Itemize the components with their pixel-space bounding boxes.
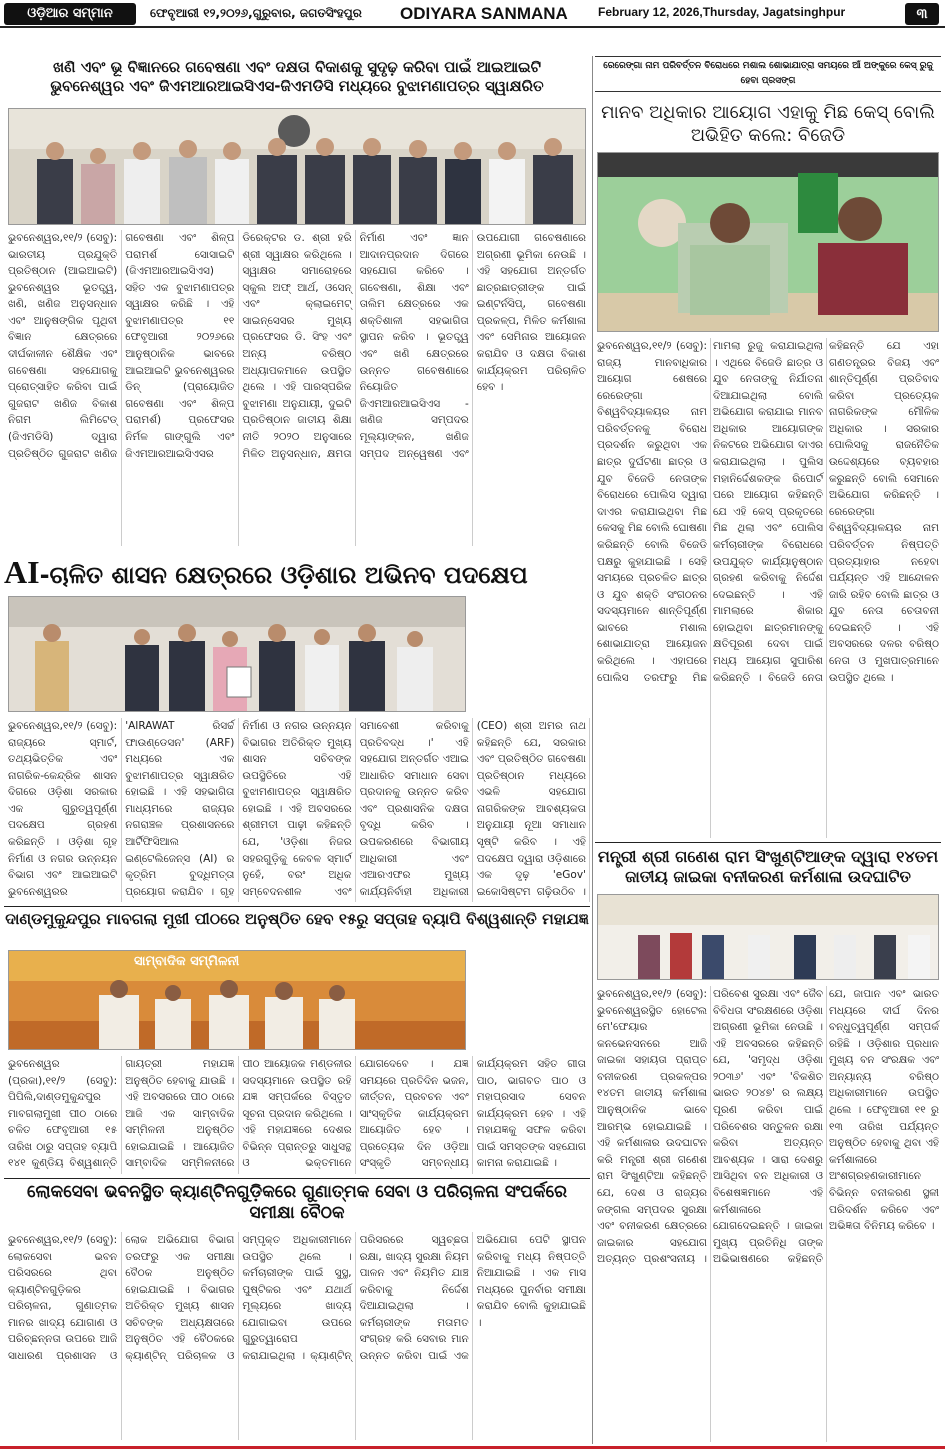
kicker-bjd: ରେରେଙ୍ଗା ନାମ ପରିବର୍ତ୍ତନ ବିରୋଧରେ ମଶାଲ ଶୋଭାଯାତ୍ରା ସମୟରେ ଆଁ ଅଙ୍କୁରେ କେସ୍ ରୁଜୁ ହେବା ପ୍ରସଙ୍ଗ — [595, 56, 941, 92]
date-english: February 12, 2026,Thursday, Jagatsinghpur — [598, 5, 846, 19]
paper-name: ODIYARA SANMANA — [400, 4, 568, 23]
headline-iit-1: ଖଣି ଏବଂ ଭୂ ବିଜ୍ଞାନରେ ଗବେଷଣା ଏବଂ ଦକ୍ଷତା ବିକାଶକୁ ସୁଦୃଢ଼ କରିବା ପାଇଁ ଆଇଆଇଟି — [52, 58, 542, 76]
headline-yagna: ଦାଣ୍ଡମୁକୁନ୍ଦପୁର ମାବଗଲା ମୁଖୀ ପୀଠରେ ଅନୁଷ୍ଠିତ ହେବ ୧୫ରୁ ସପ୍ତାହ ବ୍ୟାପି ବିଶ୍ୱଶାନ୍ତି ମହାଯଜ୍ଞ — [4, 906, 590, 929]
headline-canteen: ଲୋକସେବା ଭବନସ୍ଥିତ କ୍ୟାଣ୍ଟିନଗୁଡ଼ିକରେ ଗୁଣାତ୍ମକ ସେବା ଓ ପରିଚାଳନା ସଂପର୍କରେ ସମୀକ୍ଷା ବୈଠକ — [4, 1178, 590, 1225]
article-canteen — [4, 1178, 590, 1446]
photo-iit-signing — [8, 108, 586, 225]
body-iit: ଭୁବନେଶ୍ୱର,୧୧/୨ (ସେବୁ): ଭାରତୀୟ ପ୍ରଯୁକ୍ତି ପ୍ରତିଷ୍ଠାନ (ଆଇଆଇଟି) ଭୁବନେଶ୍ୱର ଭୂତତ୍ତ୍ୱ, ଖଣି, ଖଣିଜ ଅନୁସନ୍ଧାନ ଏବଂ ଆନୁଷଙ୍ଗିକ ପୃଥିବୀ ବିଜ୍ଞାନ କ୍ଷେତ୍ରରେ ଦୀର୍ଘକାଳୀନ ଶୈକ୍ଷିକ ଏବଂ ଗବେଷଣା ସହଯୋଗକୁ ପ୍ରୋତ୍ସାହିତ କରିବା ପାଇଁ ଗୁଜରାଟ ଖଣିଜ ବିକାଶ ନିଗମ ଲିମିଟେଡ୍ (ଜିଏମଡିସି) ଦ୍ୱାରା ପ୍ରତିଷ୍ଠିତ ଗୁଜରାଟ ଖଣିଜ ଗବେଷଣା ଏବଂ ଶିଳ୍ପ ପରାମର୍ଶ ସୋସାଇଟି (ଜିଏମଆରଆଇସିଏସ) ସହିତ ଏକ ବୁଝାମଣାପତ୍ର ସ୍ୱାକ୍ଷର କରିଛି । ଏହି ବୁଝାମଣାପତ୍ର ୧୧ ଫେବୃଆରୀ ୨୦୨୬ରେ ଆନୁଷ୍ଠାନିକ ଭାବରେ ଆଇଆଇଟି ଭୁବନେଶ୍ୱରର ଡିନ୍ (ପ୍ରାୟୋଜିତ ଗବେଷଣା ଏବଂ ଶିଳ୍ପ ପରାମର୍ଶ) ପ୍ରଫେସର ନିର୍ମଳ ଗାଙ୍ଗୁଲି ଏବଂ ଜିଏମଆରଆଇସିଏସର ଡିରେକ୍ଟର ଡ. ଶ୍ରୀ ହରି ଶ୍ରୀ ସ୍ୱାକ୍ଷର କରିଥିଲେ । ସ୍ୱାକ୍ଷର ସମାରୋହରେ ସ୍କୁଲ ଅଫ୍ ଆର୍ଥ, ଓସେନ୍ ଏବଂ କ୍ଲାଇମେଟ୍ ସାଇନ୍ସେସର ମୁଖ୍ୟ ପ୍ରଫେସର ଡି. ସିଂହ ଏବଂ ଅନ୍ୟ ବରିଷ୍ଠ ଅଧ୍ୟାପକମାନେ ଉପସ୍ଥିତ ଥିଲେ । ଏହି ପାରସ୍ପରିକ ବୁଝାମଣା ଅନୁଯାୟୀ, ଦୁଇଟି ପ୍ରତିଷ୍ଠାନ ଜାତୀୟ ଶିକ୍ଷା ନୀତି ୨୦୨୦ ଅନୁସାରେ ମିଳିତ ଅନୁସନ୍ଧାନ, କ୍ଷମତା ନିର୍ମାଣ ଏବଂ ଜ୍ଞାନ ଆଦାନପ୍ରଦାନ ଦିଗରେ ସହଯୋଗ କରିବେ । ଗବେଷଣା, ଶିକ୍ଷା ଏବଂ ତାଲିମ କ୍ଷେତ୍ରରେ ଏକ ଶକ୍ତିଶାଳୀ ସହଭାଗିତା ସ୍ଥାପନ କରିବ । ଭୂତତ୍ତ୍ୱ ଏବଂ ଖଣି କ୍ଷେତ୍ରରେ ଉନ୍ନତ ଗବେଷଣାରେ ନିୟୋଜିତ ଜିଏମଆରଆଇସିଏସ - ଖଣିଜ ସମ୍ପଦର ମୂଲ୍ୟାଙ୍କନ, ଖଣିଜ ସମ୍ପଦ ଅନ୍ୱେଷଣ ଏବଂ ଉପଯୋଗୀ ଗବେଷଣାରେ ଅଗ୍ରଣୀ ଭୂମିକା ନେଉଛି । ଏହି ସହଯୋଗ ଅନ୍ତର୍ଗତ ଛାତ୍ରଛାତ୍ରୀଙ୍କ ପାଇଁ ଇଣ୍ଟର୍ନସିପ୍, ଗବେଷଣା ପ୍ରକଳ୍ପ, ମିଳିତ କର୍ମଶାଳା ଏବଂ ସେମିନାର ଆୟୋଜନ କରାଯିବ ଓ ଦକ୍ଷତା ବିକାଶ କାର୍ଯ୍ୟକ୍ରମ ପରିଚାଳିତ ହେବ । — [8, 232, 586, 460]
headline-jica: ମନ୍ତ୍ରୀ ଶ୍ରୀ ଗଣେଶ ରାମ ସିଂଖୁଣ୍ଟିଆଙ୍କ ଦ୍ୱାରା ୧୪ତମ ଜାତୀୟ ଜାଇକା ବନୀକରଣ କର୍ମଶାଳା ଉଦଘାଟିତ — [597, 847, 939, 886]
headline-ai-latin: AI — [4, 554, 40, 590]
article-yagna — [4, 906, 590, 1176]
body-bjd: ଭୁବନେଶ୍ୱର,୧୧/୨ (ସେବୁ): ରାଜ୍ୟ ମାନବାଧିକାର ଆୟୋଗ ଶେଷରେ ରେରେଙ୍ଗା ବିଶ୍ୱବିଦ୍ୟାଳୟର ନାମ ପରିବର୍ତ୍ତନକୁ ବିରୋଧ ପ୍ରଦର୍ଶନ କରୁଥିବା ଏକ ଛାତ୍ର ଦୁର୍ଘଟଣା ଛାତ୍ର ଓ ଯୁବ ବିଜେଡି ନେତାଙ୍କ ବିରୋଧରେ ପୋଲିସ ଦ୍ୱାରା ଦାଏର କରାଯାଇଥିବା ମିଛ କେସକୁ ମିଛ ବୋଲି ଘୋଷଣା କରିଛନ୍ତି ବୋଲି ବିଜେଡି ପକ୍ଷରୁ କୁହାଯାଇଛି । ସେହି ସମୟରେ ପ୍ରଚଳିତ ଛାତ୍ର ଓ ଯୁବ ଶକ୍ତି ସଂଗଠନର ସଦସ୍ୟମାନେ ଶାନ୍ତିପୂର୍ଣ୍ଣ ଭାବରେ ମଶାଲ ଶୋଭାଯାତ୍ରା ଆୟୋଜନ କରିଥିଲେ । ଏହାପରେ ପୋଲିସ ତରଫରୁ ମିଛ ମାମଲା ରୁଜୁ କରାଯାଇଥିଲା । ଏଥିରେ ବିଜେଡି ଛାତ୍ର ଓ ଯୁବ ନେତାଙ୍କୁ ନିର୍ଯାତନା ଦିଆଯାଇଥିଲା ବୋଲି ଅଭିଯୋଗ କରାଯାଇ ମାନବ ଅଧିକାର ଆୟୋଗଙ୍କ ନିକଟରେ ଅଭିଯୋଗ ଦାଏର କରାଯାଇଥିଲା । ପୁଲିସ ମହାନିର୍ଦ୍ଦେଶକଙ୍କ ରିପୋର୍ଟ ପରେ ଆୟୋଗ କହିଛନ୍ତି ଯେ ଏହି କେସ୍ ପ୍ରକୃତରେ ମିଛ ଥିଲା ଏବଂ ପୋଲିସ କର୍ମଚାରୀଙ୍କ ବିରୋଧରେ ଉପଯୁକ୍ତ କାର୍ଯ୍ୟାନୁଷ୍ଠାନ ଗ୍ରହଣ କରିବାକୁ ନିର୍ଦ୍ଦେଶ ଦେଇଛନ୍ତି । ଏହି ମାମଲାରେ ଶିକାର ହୋଇଥିବା ଛାତ୍ରମାନଙ୍କୁ କ୍ଷତିପୂରଣ ଦେବା ପାଇଁ ମଧ୍ୟ ଆୟୋଗ ସୁପାରିଶ କରିଛନ୍ତି । ବିଜେଡି ନେତା କହିଛନ୍ତି ଯେ ଏହା ଗଣତନ୍ତ୍ରର ବିଜୟ ଏବଂ ଶାନ୍ତିପୂର୍ଣ୍ଣ ପ୍ରତିବାଦ କରିବା ପ୍ରତ୍ୟେକ ନାଗରିକଙ୍କ ମୌଳିକ ଅଧିକାର । ସରକାର ପୋଲିସକୁ ରାଜନୈତିକ ଉଦ୍ଦେଶ୍ୟରେ ବ୍ୟବହାର କରୁଛନ୍ତି ବୋଲି ସେମାନେ ଅଭିଯୋଗ କରିଛନ୍ତି । ରେରେଙ୍ଗା ବିଶ୍ୱବିଦ୍ୟାଳୟର ନାମ ପରିବର୍ତ୍ତନ ନିଷ୍ପତ୍ତି ପ୍ରତ୍ୟାହାର ନହେବା ପର୍ଯ୍ୟନ୍ତ ଏହି ଆନ୍ଦୋଳନ ଜାରି ରହିବ ବୋଲି ଛାତ୍ର ଓ ଯୁବ ନେତା ଚେତାବନୀ ଦେଇଛନ୍ତି । ଏହି ଅବସରରେ ଦଳର ବରିଷ୍ଠ ନେତା ଓ ମୁଖପାତ୍ରମାନେ ଉପସ୍ଥିତ ଥିଲେ । — [597, 340, 939, 684]
body-ai: ଭୁବନେଶ୍ୱର,୧୧/୨ (ସେବୁ): ରାଜ୍ୟରେ ସ୍ମାର୍ଟ, ତଥ୍ୟଭିତ୍ତିକ ଏବଂ ନାଗରିକ-କେନ୍ଦ୍ରିକ ଶାସନ ଦିଗରେ ଓଡ଼ିଶା ସରକାର ଏକ ଗୁରୁତ୍ୱପୂର୍ଣ୍ଣ ପଦକ୍ଷେପ ଗ୍ରହଣ କରିଛନ୍ତି । ଓଡ଼ିଶା ଗୃହ ନିର୍ମାଣ ଓ ନଗର ଉନ୍ନୟନ ବିଭାଗ ଏବଂ ଆଇଆଇଟି ଭୁବନେଶ୍ୱରର 'AIRAWAT ରିସର୍ଚ୍ଚ ଫାଉଣ୍ଡେସନ' (ARF) ମଧ୍ୟରେ ଏକ ବୁଝାମଣାପତ୍ର ସ୍ୱାକ୍ଷରିତ ହୋଇଛି । ଏହି ସହଭାଗିତା ମାଧ୍ୟମରେ ରାଜ୍ୟର ନଗରାଞ୍ଚଳ ପ୍ରଶାସନରେ ଆର୍ଟିଫିସିଆଲ ଇଣ୍ଟେଲିଜେନ୍ସ (AI) ର କୃତ୍ରିମ ବୁଦ୍ଧିମତ୍ତା ପ୍ରୟୋଗ କରାଯିବ । ଗୃହ ନିର୍ମାଣ ଓ ନଗର ଉନ୍ନୟନ ବିଭାଗର ଅତିରିକ୍ତ ମୁଖ୍ୟ ଶାସନ ସଚିବଙ୍କ ଉପସ୍ଥିତିରେ ଏହି ବୁଝାମଣାପତ୍ର ସ୍ୱାକ୍ଷରିତ ହୋଇଛି । ଏହି ଅବସରରେ ଶ୍ରୀମତୀ ପାଢ଼ୀ କହିଛନ୍ତି ଯେ, 'ଓଡ଼ିଶା ନିଜର ସହରଗୁଡ଼ିକୁ କେବଳ ସ୍ମାର୍ଟ ନୁହେଁ, ବରଂ ଅଧିକ ସମ୍ବେଦନଶୀଳ ଏବଂ ସମାବେଶୀ କରିବାକୁ ପ୍ରତିବଦ୍ଧ ।' ଏହି ସହଯୋଗ ଅନ୍ତର୍ଗତ ଏଆଇ ଆଧାରିତ ସମାଧାନ ସେବା ପ୍ରଦାନକୁ ଉନ୍ନତ କରିବ ଏବଂ ପ୍ରଶାସନିକ ଦକ୍ଷତା ବୃଦ୍ଧି କରିବ । ଉପକରଣରେ ବିଭାଗୀୟ ଆଧିକାରୀ ଏବଂ ଏଆରଏଫର ମୁଖ୍ୟ କାର୍ଯ୍ୟନିର୍ବାହୀ ଅଧିକାରୀ (CEO) ଶ୍ରୀ ଅମର ନାଥ କହିଛନ୍ତି ଯେ, ସରକାର ଏବଂ ପ୍ରତିଷ୍ଠିତ ଗବେଷଣା ପ୍ରତିଷ୍ଠାନ ମଧ୍ୟରେ ଏଭଳି ସହଯୋଗ ନାଗରିକଙ୍କ ଆବଶ୍ୟକତା ଅନୁଯାୟୀ ନୂଆ ସମାଧାନ ସୃଷ୍ଟି କରିବ । ଏହି ପଦକ୍ଷେପ ଦ୍ୱାରା ଓଡ଼ିଶାରେ ଏକ ଦୃଢ଼ 'eGov' ଇକୋସିଷ୍ଟମ ଗଢ଼ିଉଠିବ । — [8, 720, 586, 898]
column-divider — [592, 56, 593, 1444]
body-yagna: ଭୁବନେଶ୍ୱର (ପ୍ରକା),୧୧/୨ (ସେବୁ): ପିପିଲି,ଦାଣ୍ଡମୁକୁନ୍ଦପୁର ମାବଗଲାମୁଖୀ ପୀଠ ଠାରେ ଚଳିତ ଫେବୃଆରୀ ୧୫ ତାରିଖ ଠାରୁ ସପ୍ତାହ ବ୍ୟାପି ୧୪୧ କୁଣ୍ଡିୟ ବିଶ୍ୱଶାନ୍ତି ଗାୟତ୍ରୀ ମହାଯଜ୍ଞ ଅନୁଷ୍ଠିତ ହେବାକୁ ଯାଉଛି । ଏହି ଅବସରରେ ପୀଠ ଠାରେ ଆଜି ଏକ ସାମ୍ବାଦିକ ସମ୍ମିଳନୀ ଅନୁଷ୍ଠିତ ହୋଇଯାଇଛି । ଆୟୋଜିତ ସାମ୍ବାଦିକ ସମ୍ମିଳନୀରେ ପୀଠ ଆୟୋଜକ ମଣ୍ଡଳୀର ସଦସ୍ୟମାନେ ଉପସ୍ଥିତ ରହି ଯଜ୍ଞ ସମ୍ପର୍କରେ ବିସ୍ତୃତ ସୂଚନା ପ୍ରଦାନ କରିଥିଲେ । ଏହି ମହାଯଜ୍ଞରେ ଦେଶର ବିଭିନ୍ନ ପ୍ରାନ୍ତରୁ ସାଧୁସନ୍ଥ ଓ ଭକ୍ତମାନେ ଯୋଗଦେବେ । ଯଜ୍ଞ ସମୟରେ ପ୍ରତିଦିନ ଭଜନ, କୀର୍ତ୍ତନ, ପ୍ରବଚନ ଏବଂ ସାଂସ୍କୃତିକ କାର୍ଯ୍ୟକ୍ରମ ଆୟୋଜିତ ହେବ । ପ୍ରତ୍ୟେକ ଦିନ ଓଡ଼ିଆ ସଂସ୍କୃତି ସମ୍ବନ୍ଧୀୟ କାର୍ଯ୍ୟକ୍ରମ ସହିତ ଗୀତା ପାଠ, ଭାଗବତ ପାଠ ଓ ମହାପ୍ରସାଦ ସେବନ କାର୍ଯ୍ୟକ୍ରମ ହେବ । ଏହି ମହାଯଜ୍ଞକୁ ସଫଳ କରିବା ପାଇଁ ସମସ୍ତଙ୍କ ସହଯୋଗ କାମନା କରାଯାଇଛି । — [8, 1058, 586, 1170]
yagna-banner-text: ସାମ୍ବାଦିକ ସମ୍ମିଳନୀ — [134, 954, 240, 969]
headline-ai-rest: -ଚାଳିତ ଶାସନ କ୍ଷେତ୍ରରେ ଓଡ଼ିଶାର ଅଭିନବ ପଦକ୍ଷେପ — [39, 561, 528, 589]
masthead — [0, 0, 945, 28]
article-bjd-hrc — [595, 56, 941, 840]
headline-bjd: ମାନବ ଅଧିକାର ଆୟୋଗ ଏହାକୁ ମିଛ କେସ୍ ବୋଲି ଅଭିହିତ କଲେ: ବିଜେଡି — [601, 102, 935, 146]
photo-ai-mou — [8, 596, 466, 712]
photo-bjd-press — [597, 152, 939, 332]
article-iit-mou — [4, 58, 590, 548]
article-ai-governance — [4, 552, 590, 904]
date-odia: ଫେବୃଆରୀ ୧୨,୨୦୨୬,ଗୁରୁବାର, ଜଗତସିଂହପୁର — [150, 6, 362, 20]
body-canteen: ଭୁବନେଶ୍ୱର,୧୧/୨ (ସେବୁ): ଲୋକସେବା ଭବନ ପରିସରରେ ଥିବା କ୍ୟାଣ୍ଟିନଗୁଡ଼ିକର ପରିଚାଳନା, ଗୁଣାତ୍ମକ ମାନର ଖାଦ୍ୟ ଯୋଗାଣ ଓ ପରିଚ୍ଛନ୍ନତା ଉପରେ ଆଜି ସାଧାରଣ ପ୍ରଶାସନ ଓ ଲୋକ ଅଭିଯୋଗ ବିଭାଗ ତରଫରୁ ଏକ ସମୀକ୍ଷା ବୈଠକ ଅନୁଷ୍ଠିତ ହୋଇଯାଇଛି । ବିଭାଗର ଅତିରିକ୍ତ ମୁଖ୍ୟ ଶାସନ ସଚିବଙ୍କ ଅଧ୍ୟକ୍ଷତାରେ ଅନୁଷ୍ଠିତ ଏହି ବୈଠକରେ କ୍ୟାଣ୍ଟିନ୍ ପରିଚାଳକ ଓ ସମ୍ପୃକ୍ତ ଅଧିକାରୀମାନେ ଉପସ୍ଥିତ ଥିଲେ । କର୍ମଚାରୀଙ୍କ ପାଇଁ ସୁସ୍ଥ, ପୁଷ୍ଟିକର ଏବଂ ଯଥାର୍ଥ ମୂଲ୍ୟରେ ଖାଦ୍ୟ ଯୋଗାଇବା ଉପରେ ଗୁରୁତ୍ୱାରୋପ କରାଯାଇଥିଲା । କ୍ୟାଣ୍ଟିନ୍ ପରିସରରେ ସ୍ୱଚ୍ଛତା ରକ୍ଷା, ଖାଦ୍ୟ ସୁରକ୍ଷା ନିୟମ ପାଳନ ଏବଂ ନିୟମିତ ଯାଞ୍ଚ କରିବାକୁ ନିର୍ଦ୍ଦେଶ ଦିଆଯାଇଥିଲା । କର୍ମଚାରୀଙ୍କ ମତାମତ ସଂଗ୍ରହ କରି ସେବାର ମାନ ଉନ୍ନତ କରିବା ପାଇଁ ଏକ ଅଭିଯୋଗ ପେଟି ସ୍ଥାପନ କରିବାକୁ ମଧ୍ୟ ନିଷ୍ପତ୍ତି ନିଆଯାଇଛି । ଏକ ମାସ ମଧ୍ୟରେ ପୁନର୍ବାର ସମୀକ୍ଷା କରାଯିବ ବୋଲି କୁହାଯାଇଛି । — [8, 1234, 586, 1363]
headline-iit-2: ଭୁବନେଶ୍ୱର ଏବଂ ଜିଏମଆରଆଇସିଏସ-ଜିଏମଡିସି ମଧ୍ୟରେ ବୁଝାମଣାପତ୍ର ସ୍ୱାକ୍ଷରିତ — [50, 76, 544, 95]
photo-jica-stage — [597, 894, 939, 980]
body-jica: ଭୁବନେଶ୍ୱର,୧୧/୨ (ସେବୁ): ଭୁବନେଶ୍ୱରସ୍ଥିତ ହୋଟେଲ ମେ'ଫେୟାର କନଭେନସନରେ ଆଜି ଜାଇକା ସହାୟତା ପ୍ରାପ୍ତ ବନୀକରଣ ପ୍ରକଳ୍ପର ୧୪ତମ ଜାତୀୟ କର୍ମଶାଳା ଆନୁଷ୍ଠାନିକ ଭାବେ ଆରମ୍ଭ ହୋଇଯାଇଛି । ଏହି କର୍ମଶାଳାର ଉଦଘାଟନ କରି ମନ୍ତ୍ରୀ ଶ୍ରୀ ଗଣେଶ ରାମ ସିଂଖୁଣ୍ଟିଆ କହିଛନ୍ତି ଯେ, ଦେଶ ଓ ରାଜ୍ୟର ଜଙ୍ଗଲ ସମ୍ପଦର ସୁରକ୍ଷା ଏବଂ ବନୀକରଣ କ୍ଷେତ୍ରରେ ଜାଇକାର ସହଯୋଗ ଅତ୍ୟନ୍ତ ପ୍ରଶଂସନୀୟ । ପରିବେଶ ସୁରକ୍ଷା ଏବଂ ଜୈବ ବିବିଧତା ସଂରକ୍ଷଣରେ ଓଡ଼ିଶା ଅଗ୍ରଣୀ ଭୂମିକା ନେଉଛି । ଏହି ଅବସରରେ କହିଛନ୍ତି ଯେ, 'ସମୃଦ୍ଧ ଓଡ଼ିଶା ୨୦୩୬' ଏବଂ 'ବିକଶିତ ଭାରତ ୨୦୪୭' ର ଲକ୍ଷ୍ୟ ପୂରଣ କରିବା ପାଇଁ ପରିବେଶର ସନ୍ତୁଳନ ରକ୍ଷା କରିବା ଅତ୍ୟନ୍ତ ଆବଶ୍ୟକ । ସାରା ଦେଶରୁ ଆସିଥିବା ବନ ଅଧିକାରୀ ଓ ବିଶେଷଜ୍ଞମାନେ ଏହି କର୍ମଶାଳାରେ ଯୋଗଦେଇଛନ୍ତି । ଜାଇକା ମୁଖ୍ୟ ପ୍ରତିନିଧି ତାଙ୍କ ଅଭିଭାଷଣରେ କହିଛନ୍ତି ଯେ, ଜାପାନ ଏବଂ ଭାରତ ମଧ୍ୟରେ ଦୀର୍ଘ ଦିନର ବନ୍ଧୁତ୍ୱପୂର୍ଣ୍ଣ ସମ୍ପର୍କ ରହିଛି । ଓଡ଼ିଶାର ପ୍ରଧାନ ମୁଖ୍ୟ ବନ ସଂରକ୍ଷକ ଏବଂ ଅନ୍ୟାନ୍ୟ ବରିଷ୍ଠ ଅଧିକାରୀମାନେ ଉପସ୍ଥିତ ଥିଲେ । ଫେବୃଆରୀ ୧୧ ରୁ ୧୩ ତାରିଖ ପର୍ଯ୍ୟନ୍ତ ଅନୁଷ୍ଠିତ ହେବାକୁ ଥିବା ଏହି କର୍ମଶାଳାରେ ଅଂଶଗ୍ରହଣକାରୀମାନେ ବିଭିନ୍ନ ବନୀକରଣ ସ୍ଥଳୀ ପରିଦର୍ଶନ କରିବେ ଏବଂ ଅଭିଜ୍ଞତା ବିନିମୟ କରିବେ । — [597, 988, 939, 1266]
paper-logo: ଓଡ଼ିଆର ସମ୍ମାନ — [4, 3, 136, 25]
page-number: ୩ — [905, 3, 939, 25]
headline-ai — [4, 552, 590, 590]
bottom-rule — [0, 1446, 945, 1449]
article-jica-workshop — [595, 842, 941, 1446]
